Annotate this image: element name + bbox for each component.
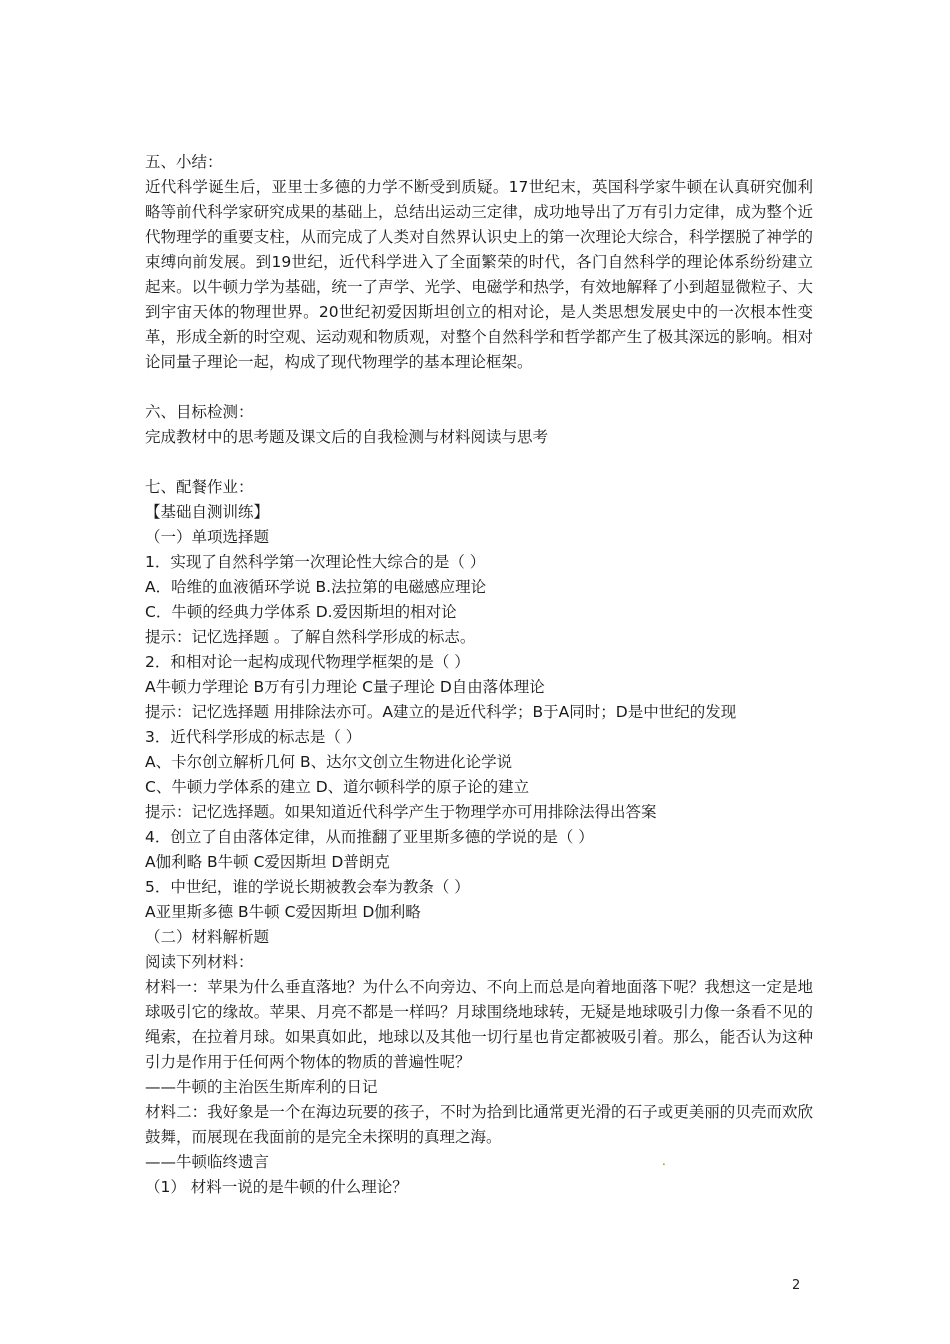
summary-paragraph: 近代科学诞生后，亚里士多德的力学不断受到质疑。17世纪末，英国科学家牛顿在认真研究伽利略等前代科学家研究成果的基础上，总结出运动三定律，成功地导出了万有引力定律，成为整个近代物理学的重要支柱，从而完成了人类对自然界认识史上的第一次理论大综合，科学摆脱了神学的束缚向前发展。到19世纪，近代科学进入了全面繁荣的时代，各门自然科学的理论体系纷纷建立起来。以牛顿力学为基础，统一了声学、光学、电磁学和热学，有效地解释了小到超显微粒子、大到宇宙天体的物理世界。20世纪初爱因斯坦创立的相对论，是人类思想发展史中的一次根本性变革，形成全新的时空观、运动观和物质观，对整个自然科学和哲学都产生了极其深远的影响。相对论同量子理论一起，构成了现代物理学的基本理论框架。 [145, 178, 813, 371]
page-body [145, 150, 813, 1200]
material-2-source: ——牛顿临终遗言 [145, 1153, 270, 1171]
question-4: 4．创立了自由落体定律，从而推翻了亚里斯多德的学说的是（ ） [145, 828, 594, 846]
section-6-text: 完成教材中的思考题及课文后的自我检测与材料阅读与思考 [145, 428, 549, 446]
reading-prompt: 阅读下列材料： [145, 953, 254, 971]
question-3-options-cd: C、牛顿力学体系的建立 D、道尔顿科学的原子论的建立 [145, 778, 530, 796]
part-2-heading: （二）材料解析题 [145, 928, 270, 946]
question-5: 5．中世纪，谁的学说长期被教会奉为教条（ ） [145, 878, 470, 896]
question-3-hint: 提示：记忆选择题。如果知道近代科学产生于物理学亦可用排除法得出答案 [145, 803, 657, 821]
question-3-options-ab: A、卡尔创立解析几何 B、达尔文创立生物进化论学说 [145, 753, 513, 771]
part-1-heading: （一）单项选择题 [145, 528, 270, 546]
question-1-options-ab: A．哈维的血液循环学说 B.法拉第的电磁感应理论 [145, 578, 487, 596]
question-1-hint: 提示：记忆选择题 。了解自然科学形成的标志。 [145, 628, 476, 646]
section-7-heading: 七、配餐作业： [145, 478, 254, 496]
section-6-heading: 六、目标检测： [145, 403, 254, 421]
analysis-question-1: （1） 材料一说的是牛顿的什么理论？ [145, 1178, 408, 1196]
question-1: 1．实现了自然科学第一次理论性大综合的是（ ） [145, 553, 486, 571]
stray-dot-mark: . [662, 1154, 666, 1168]
material-1: 材料一：苹果为什么垂直落地？为什么不向旁边、不向上而总是向着地面落下呢？我想这一定是地球吸引它的缘故。苹果、月亮不都是一样吗？月球围绕地球转，无疑是地球吸引力像一条看不见的绳索，在拉着月球。如果真如此，地球以及其他一切行星也肯定都被吸引着。那么，能否认为这种引力是作用于任何两个物体的物质的普遍性呢？ [145, 978, 813, 1071]
spacer [145, 375, 813, 400]
question-2-options: A牛顿力学理论 B万有引力理论 C量子理论 D自由落体理论 [145, 678, 545, 696]
question-4-options: A伽利略 B牛顿 C爱因斯坦 D普朗克 [145, 853, 390, 871]
question-2: 2．和相对论一起构成现代物理学框架的是（ ） [145, 653, 470, 671]
page-number: 2 [792, 1278, 801, 1293]
material-1-source: ——牛顿的主治医生斯库利的日记 [145, 1078, 378, 1096]
material-2: 材料二：我好象是一个在海边玩要的孩子，不时为拾到比通常更光滑的石子或更美丽的贝壳而欢欣鼓舞，而展现在我面前的是完全未探明的真理之海。 [145, 1103, 813, 1146]
question-1-options-cd: C．牛顿的经典力学体系 D.爱因斯坦的相对论 [145, 603, 457, 621]
spacer [145, 450, 813, 475]
question-5-options: A亚里斯多德 B牛顿 C爱因斯坦 D伽利略 [145, 903, 421, 921]
section-5-heading: 五、小结： [145, 153, 223, 171]
section-7-subheading: 【基础自测训练】 [145, 503, 270, 521]
question-3: 3．近代科学形成的标志是（ ） [145, 728, 362, 746]
question-2-hint: 提示：记忆选择题 用排除法亦可。A建立的是近代科学；B于A同时；D是中世纪的发现 [145, 703, 737, 721]
